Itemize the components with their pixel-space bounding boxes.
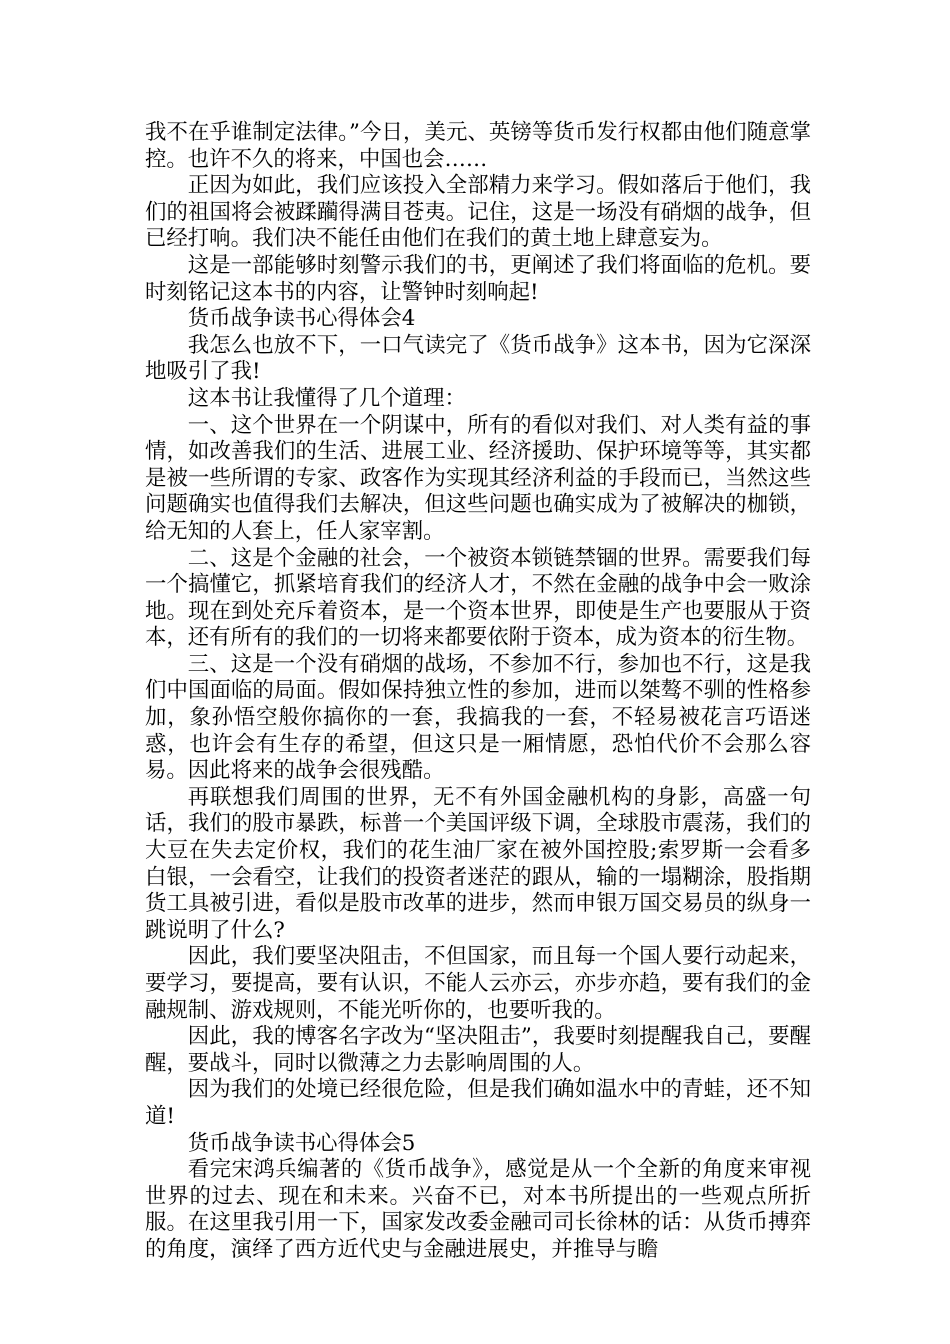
paragraph-3: 这是一部能够时刻警示我们的书，更阐述了我们将面临的危机。要时刻铭记这本书的内容，让警钟时刻响起!	[145, 252, 811, 305]
section-heading-4: 货币战争读书心得体会4	[187, 306, 416, 332]
paragraph-1: 我不在乎谁制定法律。”今日，美元、英镑等货币发行权都由他们随意掌控。也许不久的将来，中国也会……	[145, 120, 811, 172]
paragraph-13: 因为我们的处境已经很危险，但是我们确如温水中的青蛙，还不知道!	[145, 1077, 811, 1129]
document-page	[145, 120, 811, 1264]
paragraph-11: 因此，我们要坚决阻击，不但国家，而且每一个国人要行动起来，要学习，要提高，要有认识，不能人云亦云，亦步亦趋，要有我们的金融规制、游戏规则，不能光听你的，也要听我的。	[145, 944, 811, 1023]
paragraph-5: 我怎么也放不下，一口气读完了《货币战争》这本书，因为它深深地吸引了我!	[145, 332, 811, 385]
paragraph-9: 三、这是一个没有硝烟的战场，不参加不行，参加也不行，这是我们中国面临的局面。假如保持独立性的参加，进而以桀骜不驯的性格参加，象孙悟空般你搞你的一套，我搞我的一套，不轻易被花言巧语迷惑，也许会有生存的希望，但这只是一厢情愿，恐怕代价不会那么容易。因此将来的战争会很残酷。	[145, 651, 811, 784]
paragraph-6: 这本书让我懂得了几个道理：	[187, 385, 466, 411]
paragraph-15: 看完宋鸿兵编著的《货币战争》，感觉是从一个全新的角度来审视世界的过去、现在和未来。兴奋不已，对本书所提出的一些观点所折服。在这里我引用一下，国家发改委金融司司长徐林的话：从货币搏弈的角度，演绎了西方近代史与金融进展史，并推导与瞻	[145, 1157, 811, 1262]
paragraph-2: 正因为如此，我们应该投入全部精力来学习。假如落后于他们，我们的祖国将会被蹂躏得满目苍夷。记住，这是一场没有硝烟的战争，但已经打响。我们决不能任由他们在我们的黄土地上肆意妄为。	[145, 173, 811, 252]
paragraph-12: 因此，我的博客名字改为“坚决阻击”，我要时刻提醒我自己，要醒醒，要战斗，同时以微薄之力去影响周围的人。	[145, 1024, 811, 1076]
paragraph-8: 二、这是个金融的社会，一个被资本锁链禁锢的世界。需要我们每一个搞懂它，抓紧培育我们的经济人才，不然在金融的战争中会一败涂地。现在到处充斥着资本，是一个资本世界，即使是生产也要服从于资本，还有所有的我们的一切将来都要依附于资本，成为资本的衍生物。	[145, 545, 811, 651]
paragraph-10: 再联想我们周围的世界，无不有外国金融机构的身影，高盛一句话，我们的股市暴跌，标普一个美国评级下调，全球股市震荡，我们的大豆在失去定价权，我们的花生油厂家在被外国控股;索罗斯一会看多白银，一会看空，让我们的投资者迷茫的跟从，输的一塌糊涂，股指期货工具被引进，看似是股市改革的进步，然而申银万国交易员的纵身一跳说明了什么?	[145, 784, 811, 943]
paragraph-7: 一、这个世界在一个阴谋中，所有的看似对我们、对人类有益的事情，如改善我们的生活、进展工业、经济援助、保护环境等等，其实都是被一些所谓的专家、政客作为实现其经济利益的手段而已，当然这些问题确实也值得我们去解决，但这些问题也确实成为了被解决的枷锁，给无知的人套上，任人家宰割。	[145, 412, 811, 544]
section-heading-5: 货币战争读书心得体会5	[187, 1130, 416, 1156]
